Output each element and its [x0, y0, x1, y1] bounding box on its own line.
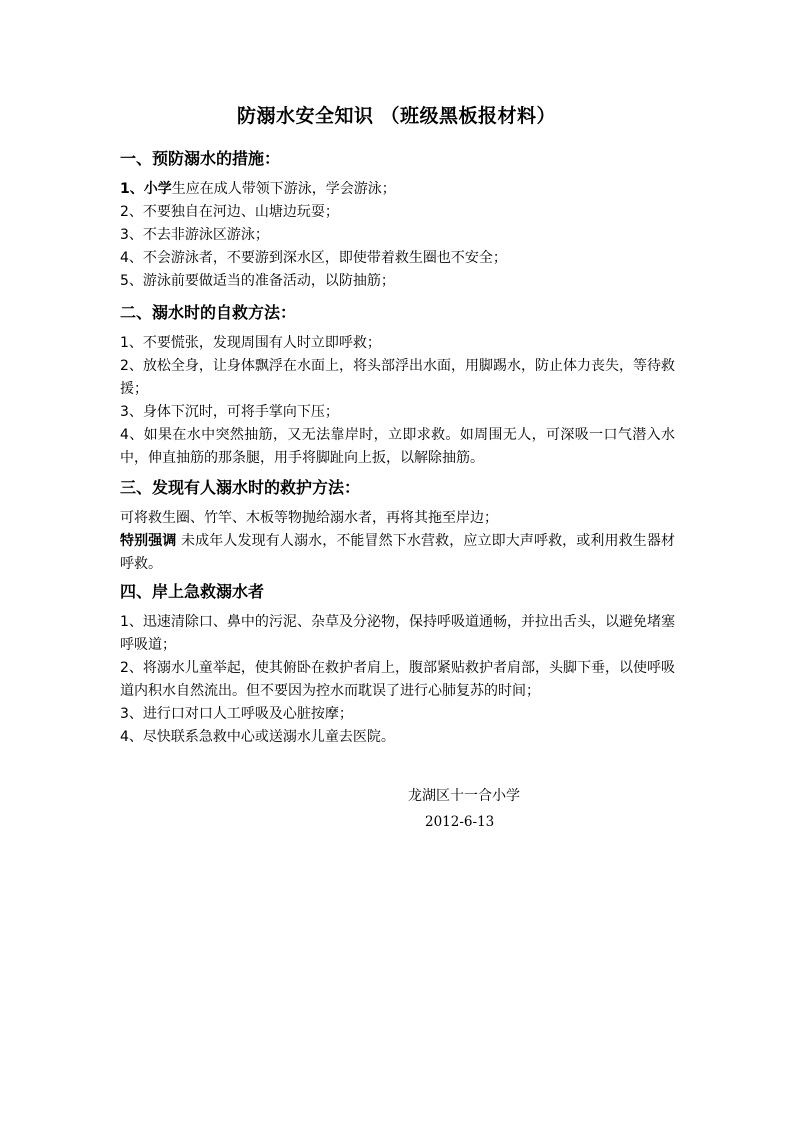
school-signature: 龙湖区十一合小学: [408, 788, 520, 804]
list-item: 1、不要慌张，发现周围有人时立即呼救；: [120, 335, 381, 351]
section-heading: 三、发现有人溺水时的救护方法：: [120, 478, 361, 497]
prevention-list: [120, 178, 680, 293]
list-item: 5、游泳前要做适当的准备活动，以防抽筋；: [120, 273, 395, 289]
section-prevention: [120, 146, 680, 293]
section-heading: 四、岸上急救溺水者: [120, 582, 265, 601]
list-item: 1、迅速清除口、鼻中的污泥、杂草及分泌物，保持呼吸道通畅，并拉出舌头，以避免堵塞呼吸道；: [120, 614, 675, 653]
bold-run: 1、小学: [120, 181, 172, 197]
first-aid-list: [120, 611, 680, 749]
emphasis-label: 特别强调: [120, 533, 177, 549]
rescue-others-text: [120, 507, 680, 576]
list-item: 4、不会游泳者，不要游到深水区，即使带着救生圈也不安全；: [120, 250, 507, 266]
list-item: 2、将溺水儿童举起，使其俯卧在救护者肩上，腹部紧贴救护者肩部，头脚下垂，以使呼吸道内积水自然流出。但不要因为控水而耽误了进行心肺复苏的时间；: [120, 660, 675, 699]
section-self-rescue: [120, 300, 680, 470]
list-item: 4、如果在水中突然抽筋，又无法靠岸时，立即求救。如周围无人，可深吸一口气潜入水中，伸直抽筋的那条腿，用手将脚趾向上扳，以解除抽筋。: [120, 427, 675, 466]
paragraph: 可将救生圈、竹竿、木板等物抛给溺水者，再将其拖至岸边；: [120, 510, 498, 526]
section-rescue-others: [120, 475, 680, 576]
section-heading: 一、预防溺水的措施：: [120, 149, 281, 168]
list-item: 3、进行口对口人工呼吸及心脏按摩；: [120, 706, 353, 722]
document-title: 防溺水安全知识 （班级黑板报材料）: [236, 105, 557, 127]
list-item: 3、身体下沉时，可将手掌向下压；: [120, 404, 339, 420]
list-item-text: 生应在成人带领下游泳，学会游泳；: [171, 181, 396, 197]
list-item: [120, 178, 680, 201]
list-item: 2、不要独自在河边、山塘边玩耍；: [120, 204, 339, 220]
list-item: 3、不去非游泳区游泳；: [120, 227, 269, 243]
section-heading: 二、溺水时的自救方法：: [120, 303, 297, 322]
emphasis-text: 未成年人发现有人溺水，不能冒然下水营救，应立即大声呼救，或利用救生器材呼救。: [120, 533, 675, 572]
list-item: 2、放松全身，让身体飘浮在水面上，将头部浮出水面，用脚踢水，防止体力丧失，等待救援；: [120, 358, 675, 397]
section-shore-first-aid: [120, 579, 680, 749]
document-date: 2012-6-13: [425, 814, 495, 830]
self-rescue-list: [120, 332, 680, 470]
emphasis-paragraph: [120, 530, 675, 576]
list-item: 4、尽快联系急救中心或送溺水儿童去医院。: [120, 729, 395, 745]
